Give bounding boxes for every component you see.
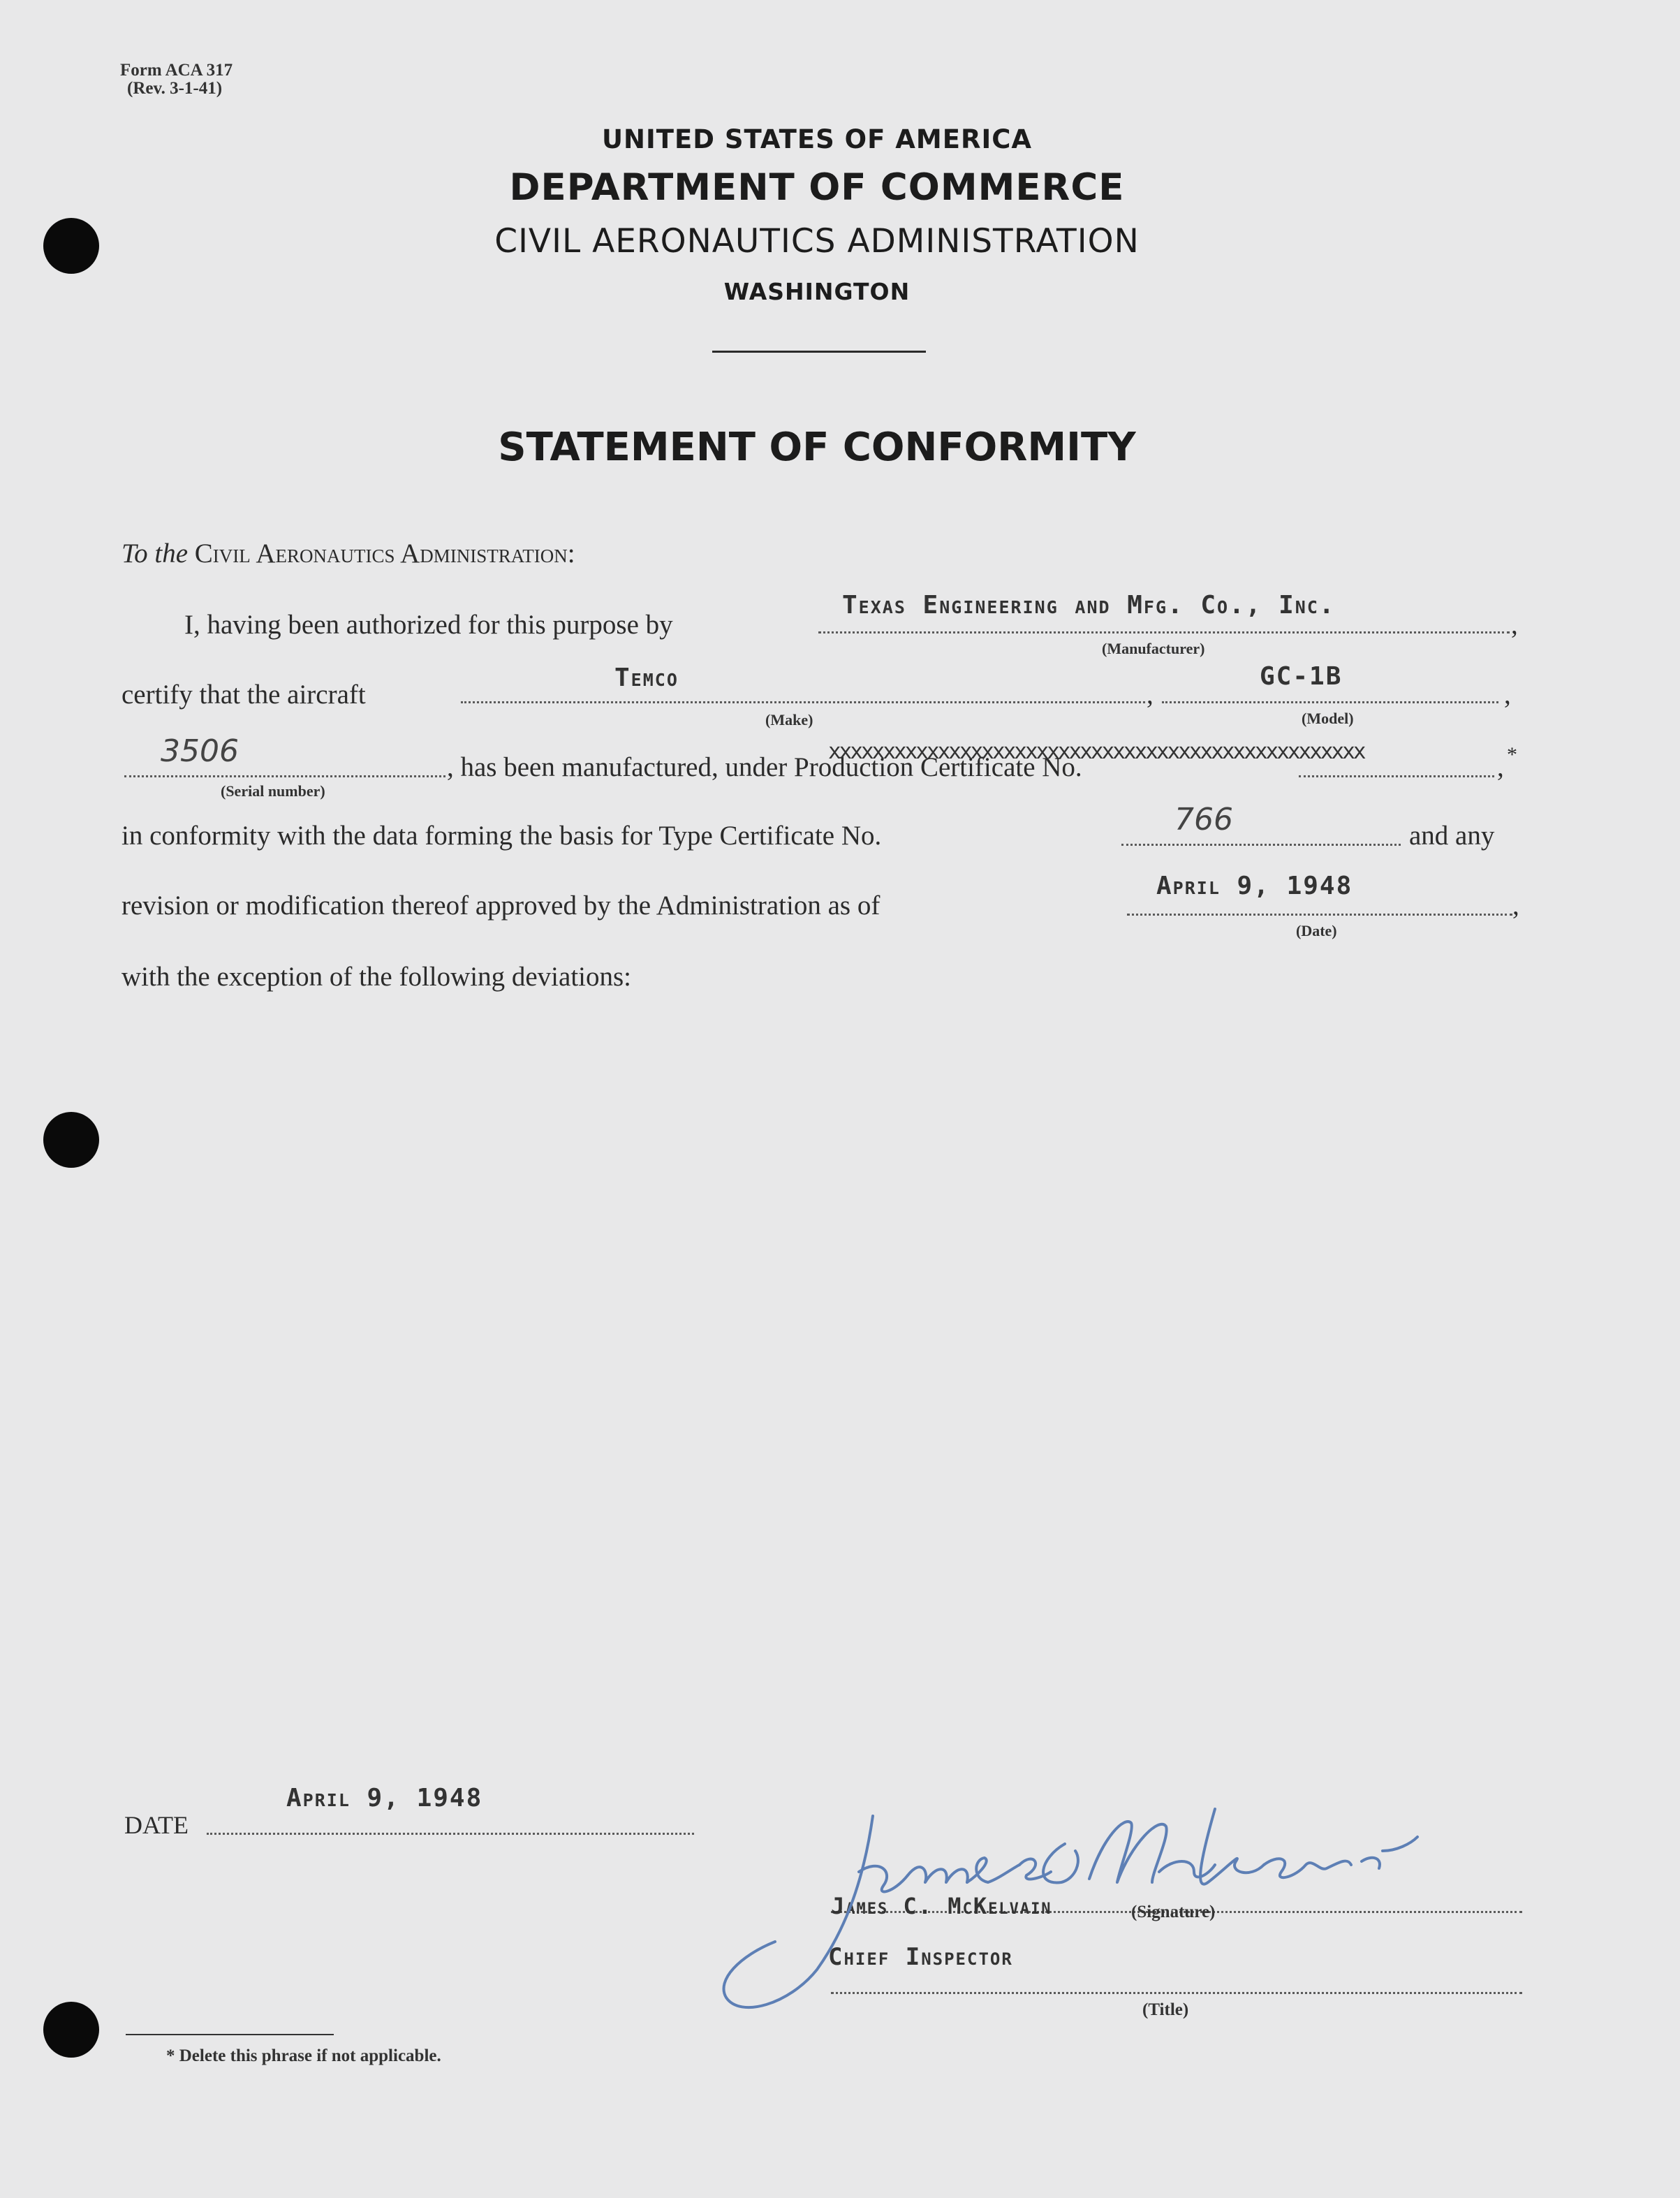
date-caption: (Date) <box>1296 922 1337 939</box>
signer-title-value: Chief Inspector <box>828 1943 1013 1971</box>
document-title: STATEMENT OF CONFORMITY <box>498 425 1136 470</box>
header-department: DEPARTMENT OF COMMERCE <box>509 166 1125 209</box>
revision-text: revision or modification thereof approved by the Administration as of <box>121 891 880 921</box>
serial-value: 3506 <box>161 733 239 769</box>
approved-date-line <box>1127 914 1512 916</box>
authorized-text: I, having been authorized for this purpose by <box>184 610 673 640</box>
salutation-to: To the <box>121 538 189 569</box>
salutation: To the Civil Aeronautics Administration: <box>121 538 575 569</box>
comma: , <box>1512 891 1519 921</box>
manufacturer-line <box>818 631 1510 633</box>
date-value: April 9, 1948 <box>286 1784 483 1812</box>
punch-hole <box>43 1112 99 1168</box>
production-certificate-strikeout: xxxxxxxxxxxxxxxxxxxxxxxxxxxxxxxxxxxxxxxxxxxxxxxxx <box>828 739 1364 764</box>
comma: , <box>1504 680 1511 710</box>
header-country: UNITED STATES OF AMERICA <box>601 124 1033 154</box>
model-caption: (Model) <box>1302 710 1354 727</box>
serial-caption: (Serial number) <box>221 782 325 800</box>
certify-text: certify that the aircraft <box>121 680 366 710</box>
serial-line <box>124 775 445 777</box>
and-any-text: and any <box>1409 821 1495 851</box>
punch-hole <box>43 2002 99 2058</box>
comma: , <box>1511 610 1518 640</box>
make-line <box>461 701 1145 703</box>
model-value: GC-1B <box>1260 662 1343 691</box>
asterisk: * <box>1507 743 1517 766</box>
comma: , <box>1497 752 1504 782</box>
exception-text: with the exception of the following deviations: <box>121 962 632 992</box>
manufacturer-caption: (Manufacturer) <box>1102 640 1205 657</box>
model-line <box>1162 701 1498 703</box>
date-line <box>207 1833 694 1835</box>
conformity-text: in conformity with the data forming the basis for Type Certificate No. <box>121 821 882 851</box>
signature-caption: (Signature) <box>1131 1903 1216 1921</box>
type-certificate-value: 766 <box>1174 802 1233 837</box>
make-value: Temco <box>614 664 679 692</box>
manufactured-text: , has been manufactured, under Production Certificate No. <box>447 752 1082 782</box>
title-caption: (Title) <box>1142 2000 1189 2019</box>
header-city: WASHINGTON <box>723 278 911 305</box>
type-certificate-line <box>1121 844 1401 846</box>
approved-date-value: April 9, 1948 <box>1156 872 1353 900</box>
production-certificate-line <box>1299 775 1494 777</box>
manufacturer-value: Texas Engineering and Mfg. Co., Inc. <box>842 591 1336 620</box>
salutation-org: Civil Aeronautics Administration <box>194 538 568 569</box>
comma: , <box>1147 680 1154 710</box>
form-id: Form ACA 317 <box>120 61 233 80</box>
footnote: * Delete this phrase if not applicable. <box>166 2046 441 2065</box>
header-rule <box>712 351 926 353</box>
signer-name-value: James C. McKelvain <box>831 1893 1052 1919</box>
footnote-rule <box>126 2034 334 2035</box>
handwritten-signature <box>712 1795 1438 2025</box>
make-caption: (Make) <box>765 711 813 728</box>
header-administration: CIVIL AERONAUTICS ADMINISTRATION <box>494 222 1140 261</box>
form-revision: (Rev. 3-1-41) <box>127 79 223 98</box>
date-label: DATE <box>124 1811 189 1839</box>
